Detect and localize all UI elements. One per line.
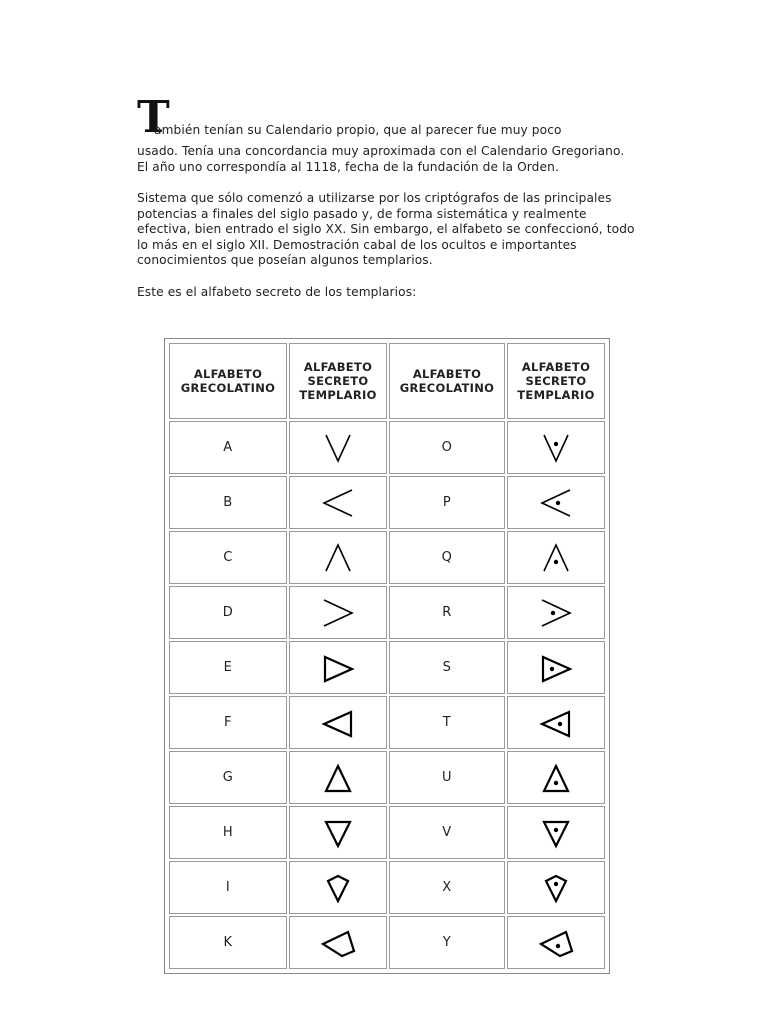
templar-symbol-cell	[289, 421, 387, 474]
templar-symbol-cell	[507, 751, 605, 804]
triangle-left-dot-icon	[536, 706, 576, 740]
templar-symbol-cell	[507, 476, 605, 529]
templar-symbol-cell	[507, 531, 605, 584]
triangle-right-dot-icon	[536, 651, 576, 685]
column-header-line: ALFABETO	[303, 360, 373, 374]
templar-symbol-cell	[289, 586, 387, 639]
templar-symbol-cell	[289, 476, 387, 529]
table-body	[169, 421, 605, 969]
cryptography-paragraph: Sistema que sólo comenzó a utilizarse por los criptógrafos de las principales potencias a finales del siglo pasado y, de forma sistemática y realmente efectiva, bien entrado el siglo XX. Sin embargo, el alfabeto se confeccionó, todo lo más en el siglo XII. Demostración cabal de los ocultos e importantes conocimientos que poseían algunos templarios.	[137, 191, 635, 267]
latin-letter-cell: P	[389, 476, 505, 529]
table-header-row	[169, 343, 605, 419]
column-header-line: TEMPLARIO	[299, 388, 377, 402]
open-greater-than-icon	[318, 596, 358, 630]
intro-paragraph: usado. Tenía una concordancia muy aproximada con el Calendario Gregoriano. El año uno correspondía al 1118, fecha de la fundación de la Orden.	[137, 144, 625, 174]
latin-letter-cell: S	[389, 641, 505, 694]
quad-left-icon	[318, 926, 358, 960]
column-header-line: ALFABETO	[521, 360, 591, 374]
column-header-line: SECRETO	[525, 374, 587, 388]
pentagon-down-dot-icon	[536, 871, 576, 905]
templar-symbol-cell	[507, 641, 605, 694]
open-v-dot-icon	[536, 431, 576, 465]
templar-symbol-cell	[289, 806, 387, 859]
table-row	[169, 586, 605, 639]
open-less-than-icon	[318, 486, 358, 520]
latin-letter-cell: Y	[389, 916, 505, 969]
templar-symbol-cell	[289, 916, 387, 969]
templar-symbol-cell	[507, 861, 605, 914]
quad-left-dot-icon	[536, 926, 576, 960]
templar-symbol-cell	[289, 531, 387, 584]
open-caret-icon	[318, 541, 358, 575]
latin-letter-cell: K	[169, 916, 287, 969]
templar-symbol-cell	[507, 421, 605, 474]
intro-first-line-text: ambién tenían su Calendario propio, que al parecer fue muy poco	[154, 123, 562, 137]
triangle-up-dot-icon	[536, 761, 576, 795]
column-header	[507, 343, 605, 419]
column-header-line: TEMPLARIO	[517, 388, 595, 402]
latin-letter-cell: C	[169, 531, 287, 584]
pentagon-down-icon	[318, 871, 358, 905]
templar-symbol-cell	[289, 751, 387, 804]
latin-letter-cell: G	[169, 751, 287, 804]
latin-letter-cell: I	[169, 861, 287, 914]
latin-letter-cell: B	[169, 476, 287, 529]
article-text	[137, 92, 637, 300]
table-row	[169, 696, 605, 749]
templar-symbol-cell	[289, 696, 387, 749]
templar-symbol-cell	[289, 641, 387, 694]
triangle-down-dot-icon	[536, 816, 576, 850]
table-row	[169, 641, 605, 694]
column-header-line: SECRETO	[307, 374, 369, 388]
templar-symbol-cell	[507, 586, 605, 639]
latin-letter-cell: H	[169, 806, 287, 859]
templar-alphabet-table	[164, 338, 610, 974]
table-row	[169, 531, 605, 584]
latin-letter-cell: V	[389, 806, 505, 859]
column-header	[389, 343, 505, 419]
templar-symbol-cell	[289, 861, 387, 914]
latin-letter-cell: R	[389, 586, 505, 639]
latin-letter-cell: O	[389, 421, 505, 474]
intro-first-line	[137, 92, 637, 143]
latin-letter-cell: U	[389, 751, 505, 804]
triangle-left-icon	[318, 706, 358, 740]
column-header-line: ALFABETO	[412, 367, 482, 381]
drop-cap: T	[137, 92, 170, 143]
templar-symbol-cell	[507, 916, 605, 969]
column-header-line: GRECOLATINO	[399, 381, 495, 395]
open-v-icon	[318, 431, 358, 465]
triangle-up-icon	[318, 761, 358, 795]
triangle-right-icon	[318, 651, 358, 685]
table-row	[169, 861, 605, 914]
table-row	[169, 806, 605, 859]
table-row	[169, 421, 605, 474]
templar-symbol-cell	[507, 696, 605, 749]
open-caret-dot-icon	[536, 541, 576, 575]
latin-letter-cell: A	[169, 421, 287, 474]
latin-letter-cell: F	[169, 696, 287, 749]
table-row	[169, 916, 605, 969]
open-greater-than-dot-icon	[536, 596, 576, 630]
latin-letter-cell: E	[169, 641, 287, 694]
column-header-line: ALFABETO	[193, 367, 263, 381]
latin-letter-cell: D	[169, 586, 287, 639]
table-row	[169, 476, 605, 529]
templar-symbol-cell	[507, 806, 605, 859]
latin-letter-cell: X	[389, 861, 505, 914]
column-header	[169, 343, 287, 419]
column-header	[289, 343, 387, 419]
table-row	[169, 751, 605, 804]
triangle-down-icon	[318, 816, 358, 850]
latin-letter-cell: T	[389, 696, 505, 749]
alphabet-intro-paragraph: Este es el alfabeto secreto de los templarios:	[137, 284, 417, 299]
open-less-than-dot-icon	[536, 486, 576, 520]
latin-letter-cell: Q	[389, 531, 505, 584]
column-header-line: GRECOLATINO	[180, 381, 276, 395]
